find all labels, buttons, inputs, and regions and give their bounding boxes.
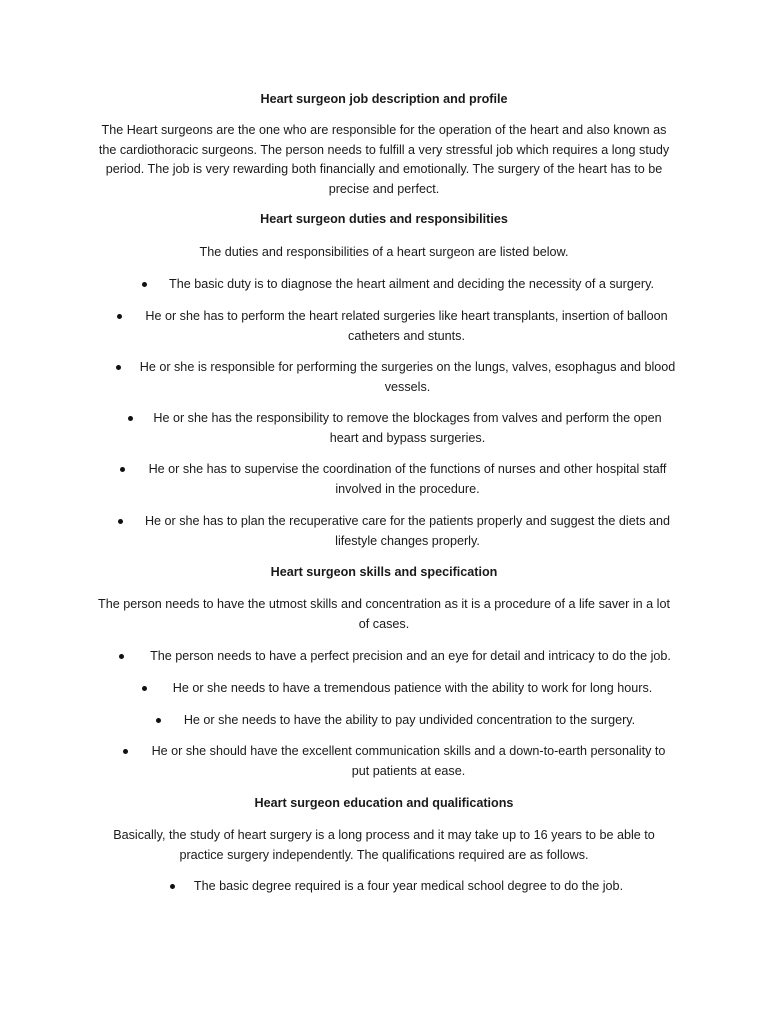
bullet-icon — [116, 365, 121, 370]
list-item: He or she should have the excellent communication skills and a down-to-earth personality to put patients at ease. — [123, 742, 673, 781]
section-lead-duties: The duties and responsibilities of a heart surgeon are listed below. — [199, 245, 569, 259]
list-item: He or she has to supervise the coordination of the functions of nurses and other hospital staff involved in the procedure. — [120, 460, 676, 499]
bullet-icon — [170, 884, 175, 889]
bullet-icon — [117, 314, 122, 319]
intro-paragraph: The Heart surgeons are the one who are responsible for the operation of the heart and also known as the cardiothoracic surgeons. The person needs to fulfill a very stressful job which requires a long study period. The job is very rewarding both financially and emotionally. The surgery of the heart has to be precise and perfect. — [98, 123, 670, 196]
list-item: He or she has to perform the heart related surgeries like heart transplants, insertion of balloon catheters and stunts. — [117, 307, 677, 346]
bullet-icon — [142, 686, 147, 691]
list-item: He or she has the responsibility to remove the blockages from valves and perform the open heart and bypass surgeries. — [128, 409, 668, 448]
list-item: He or she needs to have a tremendous patience with the ability to work for long hours. — [142, 679, 662, 699]
section-lead-skills: The person needs to have the utmost skills and concentration as it is a procedure of a life saver in a lot of cases. — [98, 597, 670, 631]
section-heading-education: Heart surgeon education and qualifications — [254, 796, 514, 810]
list-item: He or she needs to have the ability to pay undivided concentration to the surgery. — [156, 711, 642, 731]
bullet-icon — [118, 519, 123, 524]
section-lead-education: Basically, the study of heart surgery is a long process and it may take up to 16 years to be able to practice surgery independently. The qualifications required are as follows. — [113, 828, 655, 862]
section-heading-skills: Heart surgeon skills and specification — [270, 565, 498, 579]
document-title: Heart surgeon job description and profile — [260, 92, 508, 106]
list-item: The basic duty is to diagnose the heart ailment and deciding the necessity of a surgery. — [142, 275, 662, 295]
list-item: The person needs to have a perfect precision and an eye for detail and intricacy to do the job. — [119, 647, 679, 667]
bullet-icon — [128, 416, 133, 421]
bullet-icon — [142, 282, 147, 287]
list-item: He or she has to plan the recuperative care for the patients properly and suggest the diets and lifestyle changes properly. — [118, 512, 678, 551]
list-item: The basic degree required is a four year medical school degree to do the job. — [170, 877, 626, 897]
section-heading-duties: Heart surgeon duties and responsibilities — [260, 212, 508, 226]
list-item: He or she is responsible for performing the surgeries on the lungs, valves, esophagus and blood vessels. — [116, 358, 680, 397]
bullet-icon — [119, 654, 124, 659]
bullet-icon — [156, 718, 161, 723]
bullet-icon — [123, 749, 128, 754]
bullet-icon — [120, 467, 125, 472]
